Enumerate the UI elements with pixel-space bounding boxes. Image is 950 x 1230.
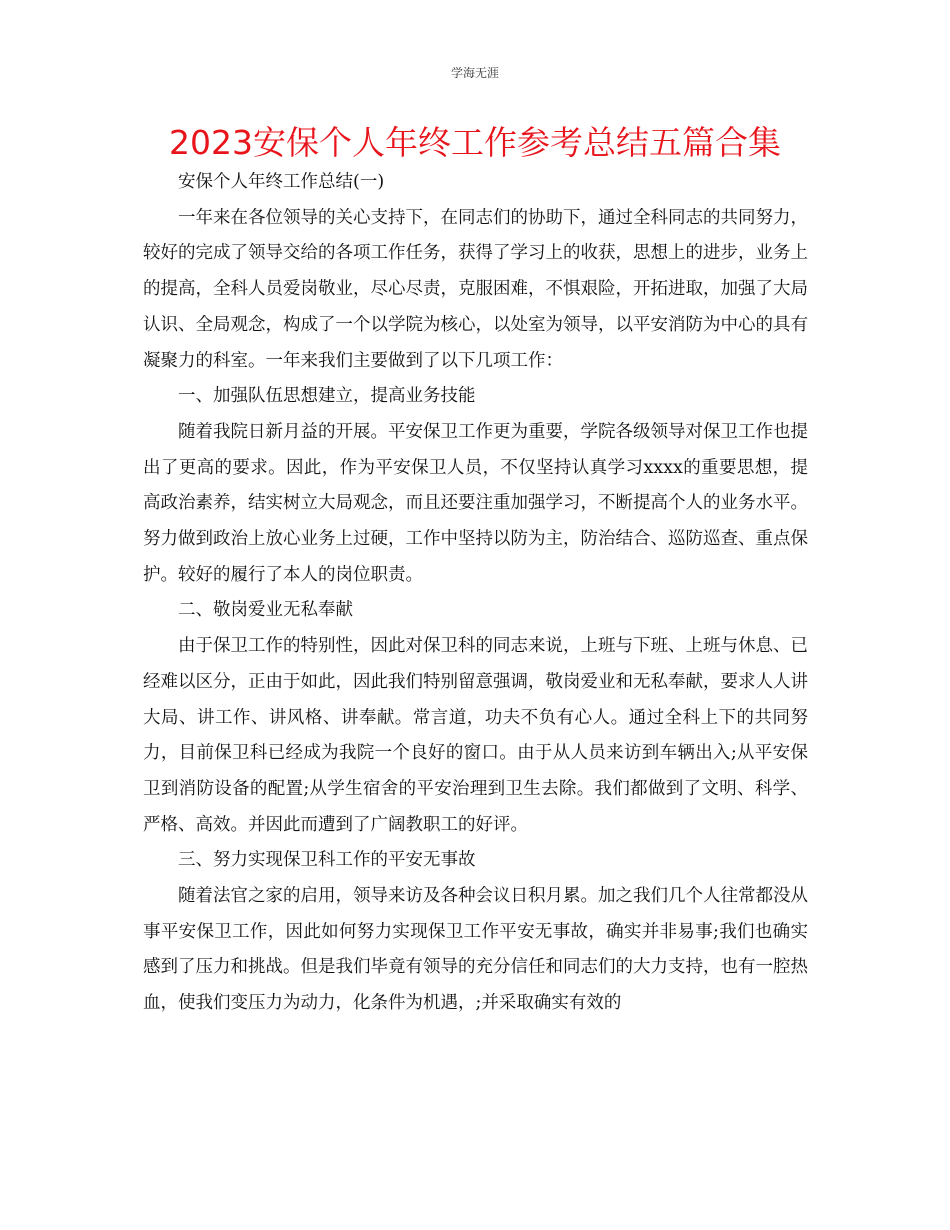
section-1-paragraph: 随着我院日新月益的开展。平安保卫工作更为重要，学院各级领导对保卫工作也提出了更高的要求。因此，作为平安保卫人员，不仅坚持认真学习xxxx的重要思想，提高政治素养，结实树立大局观念，而且还要注重加强学习，不断提高个人的业务水平。努力做到政治上放心业务上过硬，工作中坚持以防为主，防治结合、巡防巡查、重点保护。较好的履行了本人的岗位职责。 (143, 421, 808, 585)
page-header: 学海无涯 (450, 66, 499, 80)
intro-paragraph: 一年来在各位领导的关心支持下，在同志们的协助下，通过全科同志的共同努力，较好的完成了领导交给的各项工作任务，获得了学习上的收获，思想上的进步，业务上的提高，全科人员爱岗敬业，尽心尽责，克服困难，不惧艰险，开拓进取，加强了大局认识、全局观念，构成了一个以学院为核心，以处室为领导，以平安消防为中心的具有凝聚力的科室。一年来我们主要做到了以下几项工作： (143, 207, 808, 371)
section-1-heading: 一、加强队伍思想建立，提高业务技能 (178, 386, 476, 407)
section-3-paragraph: 随着法官之家的启用，领导来访及各种会议日积月累。加之我们几个人往常都没从事平安保卫工作，因此如何努力实现保卫工作平安无事故，确实并非易事;我们也确实感到了压力和挑战。但是我们毕竟有领导的充分信任和同志们的大力支持，也有一腔热血，使我们变压力为动力，化条件为机遇，;并采取确实有效的 (143, 886, 808, 1014)
section-3-heading: 三、努力实现保卫科工作的平安无事故 (178, 850, 476, 871)
document-body (143, 165, 808, 1022)
subtitle: 安保个人年终工作总结(一) (178, 172, 385, 192)
section-2-paragraph: 由于保卫工作的特别性，因此对保卫科的同志来说，上班与下班、上班与休息、已经难以区分，正由于如此，因此我们特别留意强调，敬岗爱业和无私奉献，要求人人讲大局、讲工作、讲风格、讲奉献。常言道，功夫不负有心人。通过全科上下的共同努力，目前保卫科已经成为我院一个良好的窗口。由于从人员来访到车辆出入;从平安保卫到消防设备的配置;从学生宿舍的平安治理到卫生去除。我们都做到了文明、科学、严格、高效。并因此而遭到了广阔教职工的好评。 (143, 636, 808, 835)
section-2-heading: 二、敬岗爱业无私奉献 (178, 600, 353, 621)
document-title: 2023安保个人年终工作参考总结五篇合集 (169, 123, 781, 162)
